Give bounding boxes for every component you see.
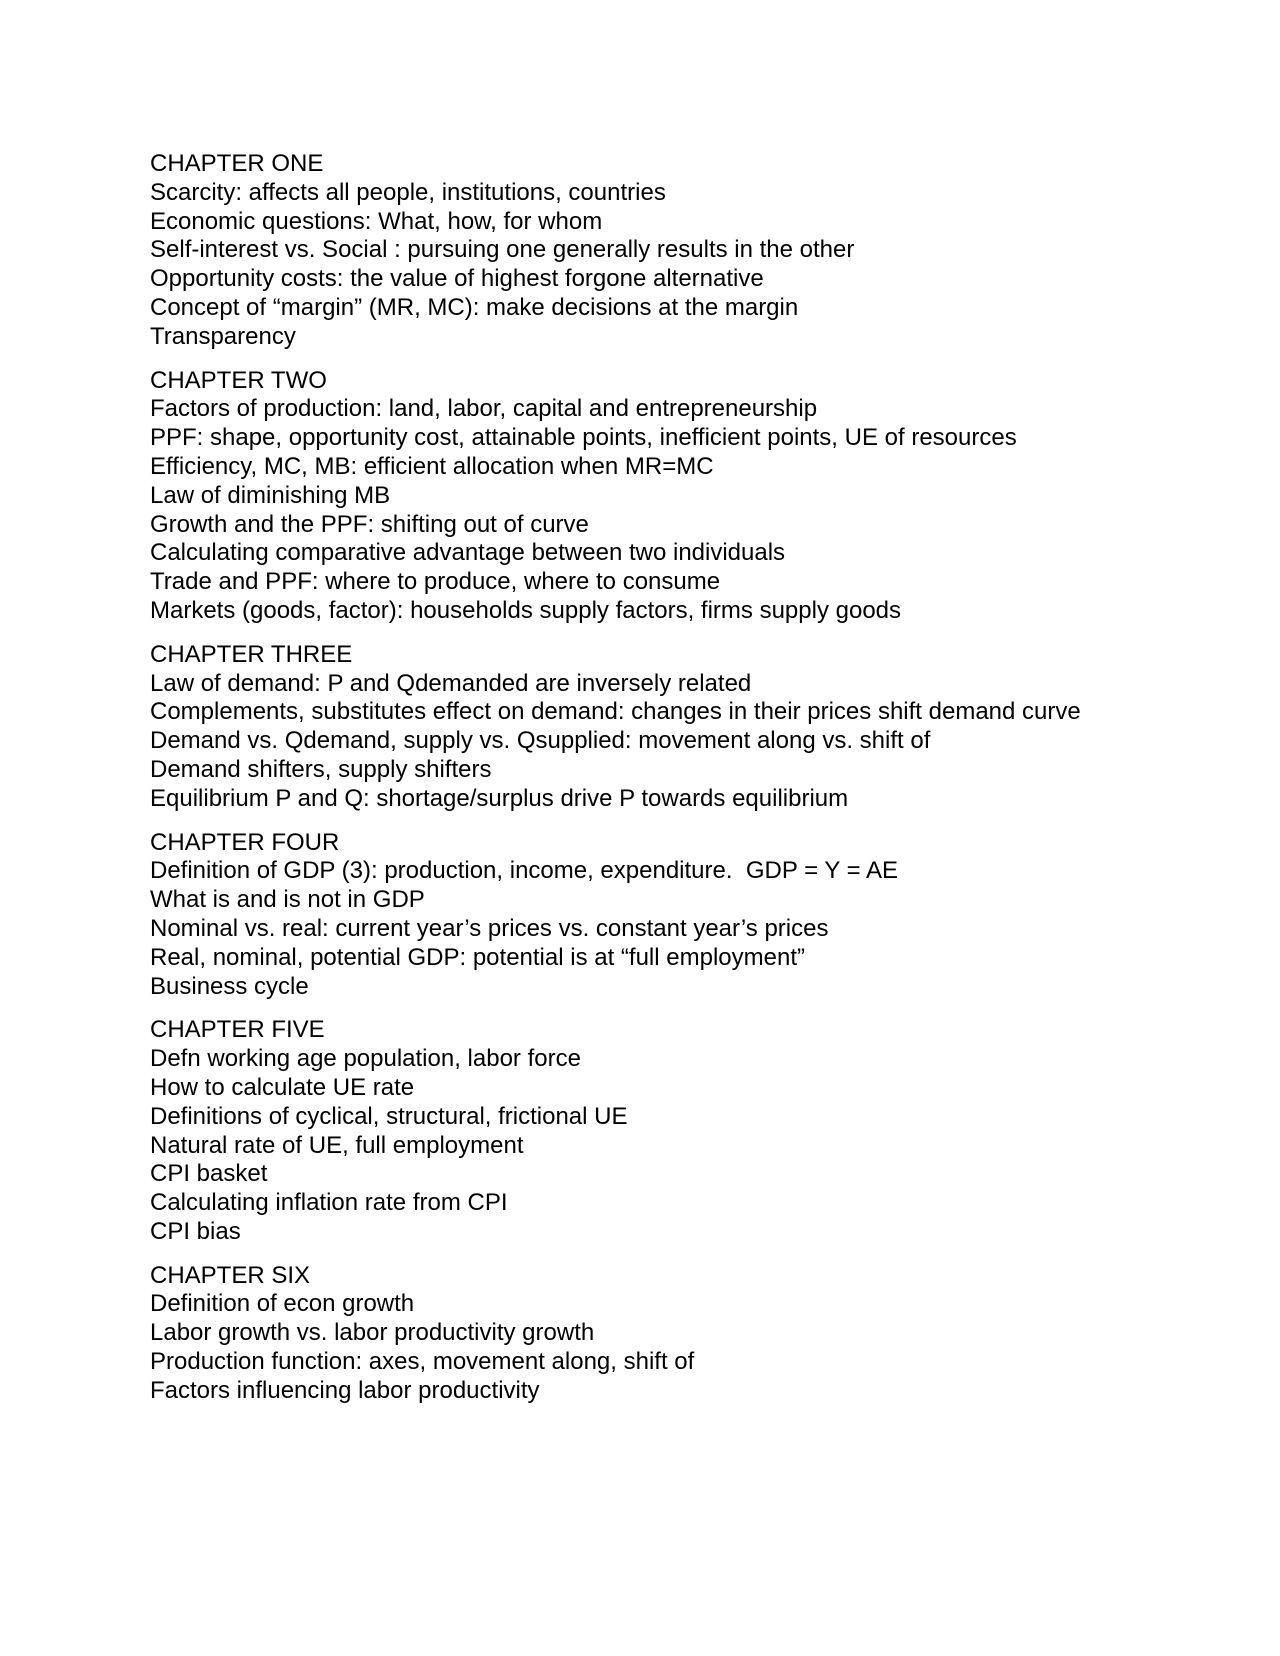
chapter-item: PPF: shape, opportunity cost, attainable points, inefficient points, UE of resources (150, 424, 1017, 452)
chapter-four-section (150, 829, 1250, 1002)
chapter-item: Concept of “margin” (MR, MC): make decisions at the margin (150, 293, 799, 321)
chapter-item: Self-interest vs. Social : pursuing one generally results in the other (150, 236, 855, 264)
chapter-item: Demand shifters, supply shifters (150, 755, 492, 783)
chapter-item: How to calculate UE rate (150, 1073, 415, 1101)
chapter-heading: CHAPTER SIX (150, 1261, 311, 1289)
chapter-item: Defn working age population, labor force (150, 1045, 581, 1073)
chapter-item: What is and is not in GDP (150, 886, 425, 914)
chapter-five-section (150, 1016, 1250, 1246)
chapter-two-section (150, 367, 1250, 626)
chapter-heading: CHAPTER TWO (150, 366, 327, 394)
chapter-item: CPI basket (150, 1160, 268, 1188)
chapter-item: Trade and PPF: where to produce, where to consume (150, 568, 721, 596)
chapter-item: Law of demand: P and Qdemanded are inversely related (150, 669, 752, 697)
chapter-item: Calculating comparative advantage between two individuals (150, 539, 786, 567)
chapter-six-section (150, 1262, 1250, 1406)
chapter-item: CPI bias (150, 1217, 241, 1245)
chapter-item: Markets (goods, factor): households supply factors, firms supply goods (150, 596, 902, 624)
chapter-item: Economic questions: What, how, for whom (150, 207, 603, 235)
chapter-item: Efficiency, MC, MB: efficient allocation when MR=MC (150, 452, 714, 480)
chapter-item: Nominal vs. real: current year’s prices vs. constant year’s prices (150, 914, 829, 942)
chapter-item: Complements, substitutes effect on demand: changes in their prices shift demand curve (150, 698, 1081, 726)
chapter-item: Growth and the PPF: shifting out of curve (150, 510, 589, 538)
chapter-item: Equilibrium P and Q: shortage/surplus drive P towards equilibrium (150, 784, 849, 812)
chapter-item: Business cycle (150, 972, 309, 1000)
chapter-item: Definitions of cyclical, structural, frictional UE (150, 1102, 628, 1130)
chapter-heading: CHAPTER FIVE (150, 1016, 325, 1044)
chapter-item: Law of diminishing MB (150, 481, 391, 509)
chapter-item: Labor growth vs. labor productivity growth (150, 1319, 595, 1347)
document-body (150, 150, 1250, 1421)
chapter-item: Calculating inflation rate from CPI (150, 1189, 508, 1217)
chapter-item: Factors of production: land, labor, capital and entrepreneurship (150, 395, 818, 423)
chapter-item: Demand vs. Qdemand, supply vs. Qsupplied: movement along vs. shift of (150, 727, 931, 755)
chapter-item: Definition of econ growth (150, 1290, 415, 1318)
chapter-item: Factors influencing labor productivity (150, 1376, 540, 1404)
chapter-item: Scarcity: affects all people, institutions, countries (150, 178, 666, 206)
chapter-item: Opportunity costs: the value of highest forgone alternative (150, 265, 764, 293)
chapter-heading: CHAPTER FOUR (150, 828, 340, 856)
chapter-one-section (150, 150, 1250, 352)
chapter-heading: CHAPTER ONE (150, 150, 324, 177)
chapter-three-section (150, 641, 1250, 814)
chapter-item: Production function: axes, movement along, shift of (150, 1348, 695, 1376)
chapter-item: Transparency (150, 322, 296, 350)
chapter-item: Natural rate of UE, full employment (150, 1131, 524, 1159)
chapter-item: Real, nominal, potential GDP: potential is at “full employment” (150, 943, 805, 971)
chapter-heading: CHAPTER THREE (150, 640, 353, 668)
chapter-item: Definition of GDP (3): production, income, expenditure. GDP = Y = AE (150, 857, 898, 885)
